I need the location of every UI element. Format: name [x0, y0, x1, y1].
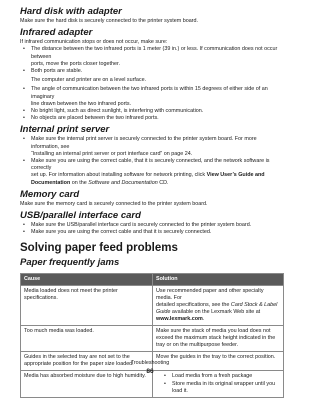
heading-memory-card: Memory card: [20, 188, 80, 200]
usb-list: [20, 222, 284, 236]
cell-text: available on the Lexmark Web site at: [170, 309, 261, 316]
cause-cell: Media loaded does not meet the printer specifications.: [21, 286, 153, 326]
list-item: [23, 86, 284, 108]
list-item-text: Load media from a fresh package: [172, 373, 253, 380]
list-item-text: Store media in its original wrapper until you load it.: [172, 380, 276, 394]
list-item-text: Make sure the USB/parallel interface card is securely connected to the printer system board.: [31, 222, 252, 229]
list-item-text: CD.: [157, 179, 169, 186]
list-item-text: on the: [70, 179, 89, 186]
hard-disk-text: Make sure the hard disk is securely connected to the printer system board.: [20, 18, 198, 24]
page-content: [20, 6, 284, 398]
list-item-text: Make sure you are using the correct cable, that it is securely connected, and the network software is correctly: [31, 158, 270, 172]
cell-text: Use recommended paper and other specialty media. For: [156, 288, 264, 302]
list-item-text: Make sure you are using the correct cable and that it is securely connected.: [31, 229, 212, 236]
list-item-text: No bright light, such as direct sunlight, is interfering with communication.: [31, 108, 204, 115]
list-item-text: Make sure the internal print server is securely connected to the printer system board. For more information, see: [31, 136, 257, 150]
list-item-text: “Installing an internal print server or port interface card” on page 24.: [31, 150, 193, 157]
print-server-list: [20, 136, 284, 186]
bullet-icon: •: [23, 222, 25, 229]
heading-usb: USB/parallel interface card: [20, 210, 141, 222]
infrared-list-2: [20, 86, 284, 122]
solution-cell: Make sure the stack of media you load does not exceed the maximum stack height indicated in the tray or on the multipurpose feeder.: [153, 326, 284, 352]
link-documentation[interactable]: Documentation: [31, 179, 71, 186]
heading-internal-print-server: Internal print server: [20, 124, 110, 136]
cause-cell: Too much media was loaded.: [21, 326, 153, 352]
infrared-intro: If infrared communication stops or does not occur, make sure:: [20, 39, 168, 46]
list-item-text: No objects are placed between the two infrared ports.: [31, 115, 159, 122]
memory-card-text: Make sure the memory card is securely connected to the printer system board.: [20, 200, 208, 207]
list-item: [23, 46, 284, 68]
solution-cell: Move the guides in the tray to the correct position.: [153, 352, 284, 371]
solution-list: [156, 373, 280, 395]
list-item: [23, 229, 284, 236]
heading-paper-jams: Paper frequently jams: [20, 257, 120, 269]
cause-cell: Media has absorbed moisture due to high humidity.: [21, 371, 153, 398]
list-item: [23, 108, 284, 115]
bullet-icon: •: [23, 136, 25, 143]
link-view-users-guide[interactable]: View User’s Guide and: [206, 172, 265, 179]
list-item-text: set up. For information about installing software for network printing, click: [31, 172, 207, 179]
bullet-icon: •: [23, 229, 25, 236]
list-item: [23, 158, 284, 187]
bullet-icon: •: [23, 158, 25, 165]
list-item: [23, 115, 284, 122]
lexmark-link[interactable]: www.lexmark.com: [156, 316, 203, 323]
heading-solving-paper-feed: Solving paper feed problems: [20, 242, 178, 255]
paper-jam-table: [20, 273, 284, 398]
page-number: 86: [146, 368, 154, 375]
bullet-icon: •: [23, 115, 25, 122]
bullet-icon: •: [23, 108, 25, 115]
solution-cell: [153, 286, 284, 326]
bullet-icon: •: [164, 373, 166, 380]
list-item-text: The angle of communication between the two infrared ports is within 15 degrees of either side of an imaginary: [31, 86, 268, 100]
list-item: [23, 222, 284, 229]
bullet-icon: •: [164, 380, 166, 387]
bullet-icon: •: [23, 46, 25, 53]
bullet-icon: •: [23, 86, 25, 93]
header-solution: Solution: [153, 274, 284, 286]
heading-infrared: Infrared adapter: [20, 27, 93, 39]
header-cause: Cause: [21, 274, 153, 286]
infrared-list: [20, 46, 284, 75]
bullet-icon: •: [23, 68, 25, 75]
infrared-sub-text: The computer and printer are on a level surface.: [31, 77, 147, 84]
list-item-text: Both ports are stable.: [31, 68, 83, 75]
footer-label: Troubleshooting: [130, 360, 170, 366]
list-item-text: The distance between the two infrared ports is 1 meter (39 in.) or less. If communication does not occur between: [31, 46, 278, 60]
table-header-row: [21, 274, 284, 286]
list-item: [23, 68, 284, 75]
table-row: [21, 286, 284, 326]
list-item-text: line drawn between the two infrared ports.: [31, 100, 132, 107]
guide-title: Guide: [156, 309, 171, 316]
cd-title: Software and Documentation: [88, 179, 158, 186]
list-item: [23, 136, 284, 158]
table-row: [21, 326, 284, 352]
cell-text: .: [202, 316, 205, 323]
guide-title: Card Stock & Label: [230, 302, 278, 309]
list-item-text: ports, move the ports closer together.: [31, 60, 120, 67]
cell-text: detailed specifications, see the: [156, 302, 231, 309]
heading-hard-disk: Hard disk with adapter: [20, 6, 122, 17]
cause-cell: Guides in the selected tray are not set to the appropriate position for the paper size loaded.: [21, 352, 153, 371]
